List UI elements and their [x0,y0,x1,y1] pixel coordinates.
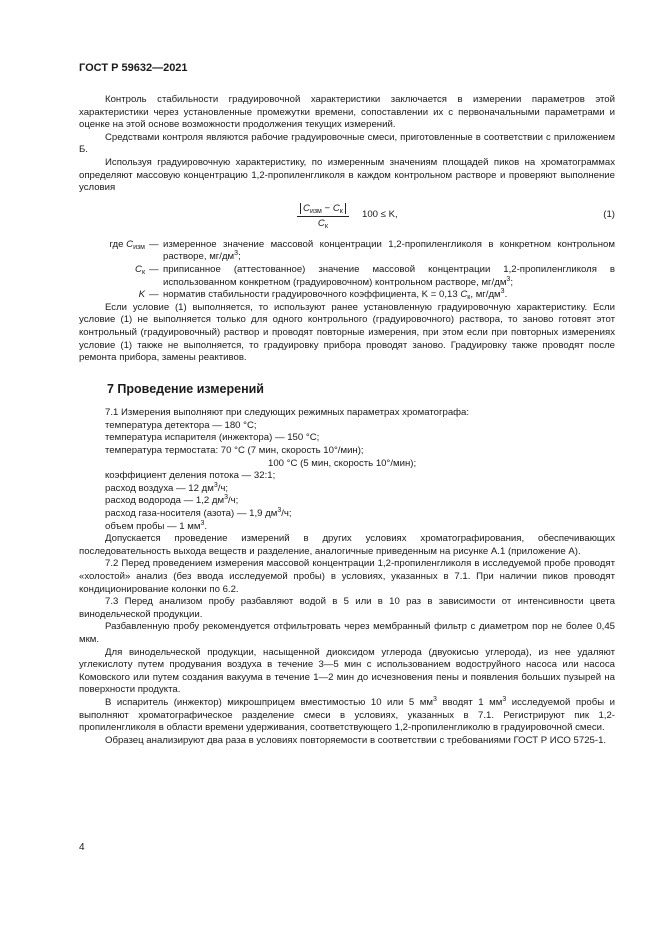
list-item: коэффициент деления потока — 32:1; [105,470,276,482]
definition-c-izm: где $C_{изм}$ — измеренное значение массовой концентрации 1,2-пропиленгликоля в конкретном контрольном растворе, $мг/дм^3$; [109,238,615,263]
paragraph: Средствами контроля являются рабочие градуировочные смеси, приготовленные в соответствии с приложением Б. [79,131,615,156]
formula-tail: 100 ≤ K, [362,208,398,220]
paragraph: В испаритель (инжектор) микрошприцем вместимостью 10 или 5 $мм^3$ вводят 1 $мм^3$ исследуемой пробы и выполняют хроматографическое разделение смеси в условиях, указанных в 7.1. Регистрируют пик 1,2-пропиленгликоля в области времени удерживания, соответствующего 1,2-пропиленгликолю в градуировочной смеси. [79,695,616,734]
list-item: температура испарителя (инжектора) — 150 °С; [105,432,320,444]
paragraph: 7.1 Измерения выполняют при следующих режимных параметрах хроматографа: [105,407,470,419]
paragraph: 7.3 Перед анализом пробу разбавляют водой в 5 или в 10 раз в зависимости от интенсивности цвета винодельческой продукции. [79,596,615,620]
list-item: температура термостата: 70 °С (7 мин, скорость 10°/мин); [105,445,364,457]
definition-c-k: $C_к$ — приписанное (аттестованное) значение массовой концентрации 1,2-пропиленгликоля в использованном конкретном (градуировочном) контрольном растворе, $мг/дм^3$; [135,263,615,288]
formula-denominator: $C_к$ [317,218,328,231]
paragraph: Разбавленную пробу рекомендуется отфильтровать через мембранный фильтр с диаметром пор не более 0,45 мкм. [79,621,615,645]
list-item: расход водорода — 1,2 $дм^3/ч$; [105,494,239,507]
definition-k: K — норматив стабильности градуировочного коэффициента, K = 0,13 $C_к$, $мг/дм^3$. [138,288,508,302]
formula-number: (1) [603,208,615,220]
paragraph: Если условие (1) выполняется, то используют ранее установленную градуировочную характеристику. Если условие (1) не выполняется только для одного контрольного (градуировочного) раствора, то заново готовят этот контрольный (градуировочный) раствор и проводят повторные измерения, при этом если при повторных измерениях условие (1) также не выполняется, то градуировку прибора проводят заново. Градуировку также проводят после ремонта прибора, замены реактивов. [79,301,615,364]
page-body [79,94,615,747]
list-item: 100 °С (5 мин, скорость 10°/мин); [268,457,417,469]
symbol-definitions [79,239,615,302]
paragraph: Образец анализируют два раза в условиях повторяемости в соответствии с требованиями ГОСТ Р ИСО 5725-1. [105,734,607,746]
list-item: температура детектора — 180 °С; [105,419,257,431]
page-number: 4 [79,842,85,853]
paragraph: Используя градуировочную характеристику, по измеренным значениям площадей пиков на хроматограммах определяют массовую концентрацию 1,2-пропиленгликоля в каждом контрольном растворе и проверяют выполнение условия [79,156,615,194]
list-item: объем пробы — 1 $мм^3$. [105,519,208,532]
list-item: расход газа-носителя (азота) — 1,9 $дм^3/ч$; [105,507,292,520]
formula-fraction [297,203,349,231]
document-header: ГОСТ Р 59632—2021 [79,62,188,74]
paragraph: Допускается проведение измерений в других условиях хроматографирования, обеспечивающих последовательность выхода веществ и разделение, аналогичные приведенным на рисунке А.1 (приложение А). [79,533,615,557]
formula-1 [79,199,615,237]
formula-numerator: $C_{изм} - C_к$ [297,203,349,218]
paragraph: Для винодельческой продукции, насыщенной диоксидом углерода (двуокисью углерода), из нее удаляют углекислоту путем продувания воздуха в течение 3—5 мин с использованием водоструйного насоса или насоса Комовского или путем создания вакуума в течение 1—2 мин до исчезновения пены и появления больших пузырей на поверхности продукта. [79,646,615,696]
paragraph: 7.2 Перед проведением измерения массовой концентрации 1,2-пропиленгликоля в исследуемой пробе проводят «холостой» анализ (без ввода исследуемой пробы) в условиях, указанных в 7.1. При наличии пиков проводят кондиционирование колонки по 6.2. [79,558,615,595]
paragraph: Контроль стабильности градуировочной характеристики заключается в измерении параметров этой характеристики через установленные промежутки времени, сопоставлении их с первоначальными параметрами и оценке на этой основе возможности продолжения текущих измерений. [79,94,615,131]
list-item: расход воздуха — 12 $дм^3/ч$; [105,481,229,494]
section-heading: 7 Проведение измерений [107,381,264,396]
